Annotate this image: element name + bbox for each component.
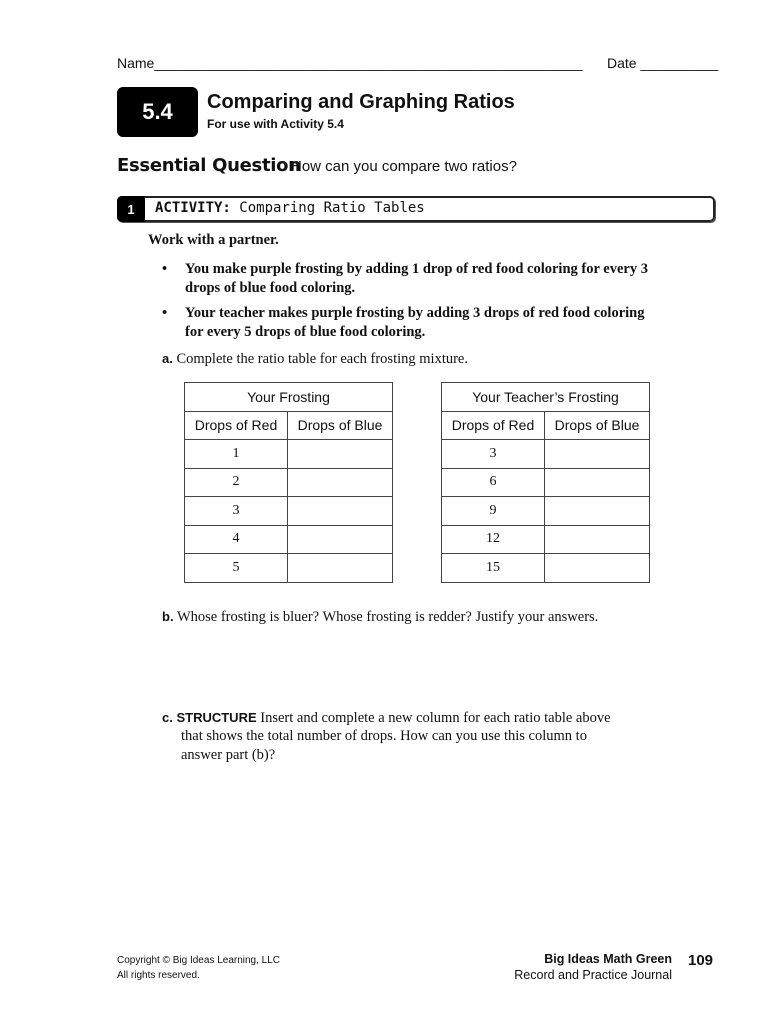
table-row xyxy=(442,525,650,554)
part-c-text-2: that shows the total number of drops. How can you use this column to xyxy=(181,728,587,744)
bullet-dot: • xyxy=(162,261,168,277)
bullet-text: Your teacher makes purple frosting by adding 3 drops of red food coloring for every 5 drops of blue food coloring. xyxy=(185,305,645,340)
table-title: Your Frosting xyxy=(185,383,393,412)
blue-answer-cell[interactable] xyxy=(288,468,393,497)
activity-title: Comparing Ratio Tables xyxy=(239,200,425,216)
blue-answer-cell[interactable] xyxy=(545,554,650,583)
blue-answer-cell[interactable] xyxy=(288,440,393,469)
date-label: Date xyxy=(607,55,637,71)
table-row xyxy=(185,554,393,583)
column-header-blue: Drops of Blue xyxy=(545,411,650,440)
red-cell: 15 xyxy=(442,554,545,583)
footer-copyright xyxy=(117,953,280,983)
part-b xyxy=(162,607,598,627)
red-cell: 6 xyxy=(442,468,545,497)
red-cell: 4 xyxy=(185,525,288,554)
part-a-label: a. xyxy=(162,351,173,366)
work-with-partner: Work with a partner. xyxy=(148,232,279,248)
red-cell: 12 xyxy=(442,525,545,554)
red-cell: 9 xyxy=(442,497,545,526)
essential-question-text: How can you compare two ratios? xyxy=(291,158,517,175)
column-header-red: Drops of Red xyxy=(442,411,545,440)
table-row xyxy=(442,440,650,469)
blue-answer-cell[interactable] xyxy=(288,497,393,526)
name-label: Name xyxy=(117,55,155,71)
page-number: 109 xyxy=(688,952,714,969)
red-cell: 3 xyxy=(442,440,545,469)
bullet-text: You make purple frosting by adding 1 drop of red food coloring for every 3 drops of blue food coloring. xyxy=(185,261,648,296)
blue-answer-cell[interactable] xyxy=(288,525,393,554)
blue-answer-cell[interactable] xyxy=(288,554,393,583)
table-row xyxy=(185,468,393,497)
part-c-text-3: answer part (b)? xyxy=(181,747,276,763)
blue-answer-cell[interactable] xyxy=(545,525,650,554)
ratio-table-your-frosting xyxy=(184,382,393,583)
part-c-label: c. xyxy=(162,710,173,725)
red-cell: 3 xyxy=(185,497,288,526)
red-cell: 2 xyxy=(185,468,288,497)
name-blank[interactable]: _______________________________________________________ xyxy=(154,55,583,71)
part-c-line-1 xyxy=(162,708,611,728)
part-a-text: Complete the ratio table for each frosting mixture. xyxy=(176,351,468,367)
table-row xyxy=(442,497,650,526)
date-blank[interactable]: __________ xyxy=(640,55,719,71)
copyright-text: Copyright © Big Ideas Learning, LLC xyxy=(117,955,281,966)
table-row xyxy=(442,554,650,583)
table-row xyxy=(442,468,650,497)
book-title: Big Ideas Math Green xyxy=(544,952,672,966)
part-a xyxy=(162,349,468,369)
structure-keyword: STRUCTURE xyxy=(176,710,257,725)
red-cell: 1 xyxy=(185,440,288,469)
blue-answer-cell[interactable] xyxy=(545,497,650,526)
table-row xyxy=(185,525,393,554)
red-cell: 5 xyxy=(185,554,288,583)
activity-label: ACTIVITY: xyxy=(155,200,231,216)
name-field[interactable] xyxy=(117,55,583,71)
date-field[interactable] xyxy=(607,55,718,71)
page-title: Comparing and Graphing Ratios xyxy=(207,91,515,113)
blue-answer-cell[interactable] xyxy=(545,468,650,497)
part-b-label: b. xyxy=(162,609,174,624)
column-header-blue: Drops of Blue xyxy=(288,411,393,440)
footer-book xyxy=(490,951,672,983)
rights-text: All rights reserved. xyxy=(117,970,200,981)
table-title: Your Teacher’s Frosting xyxy=(442,383,650,412)
activity-heading xyxy=(155,200,425,216)
column-header-red: Drops of Red xyxy=(185,411,288,440)
journal-title: Record and Practice Journal xyxy=(514,968,672,982)
blue-answer-cell[interactable] xyxy=(545,440,650,469)
section-number-badge: 5.4 xyxy=(117,87,198,137)
part-c-text-1: Insert and complete a new column for each ratio table above xyxy=(260,710,611,726)
table-row xyxy=(185,497,393,526)
part-b-text: Whose frosting is bluer? Whose frosting is redder? Justify your answers. xyxy=(176,609,599,625)
activity-number-badge: 1 xyxy=(117,196,145,222)
bullet-dot: • xyxy=(162,305,168,321)
essential-question-label: Essential Question xyxy=(117,155,301,176)
page-subtitle: For use with Activity 5.4 xyxy=(207,117,344,131)
ratio-table-teacher-frosting xyxy=(441,382,650,583)
table-row xyxy=(185,440,393,469)
